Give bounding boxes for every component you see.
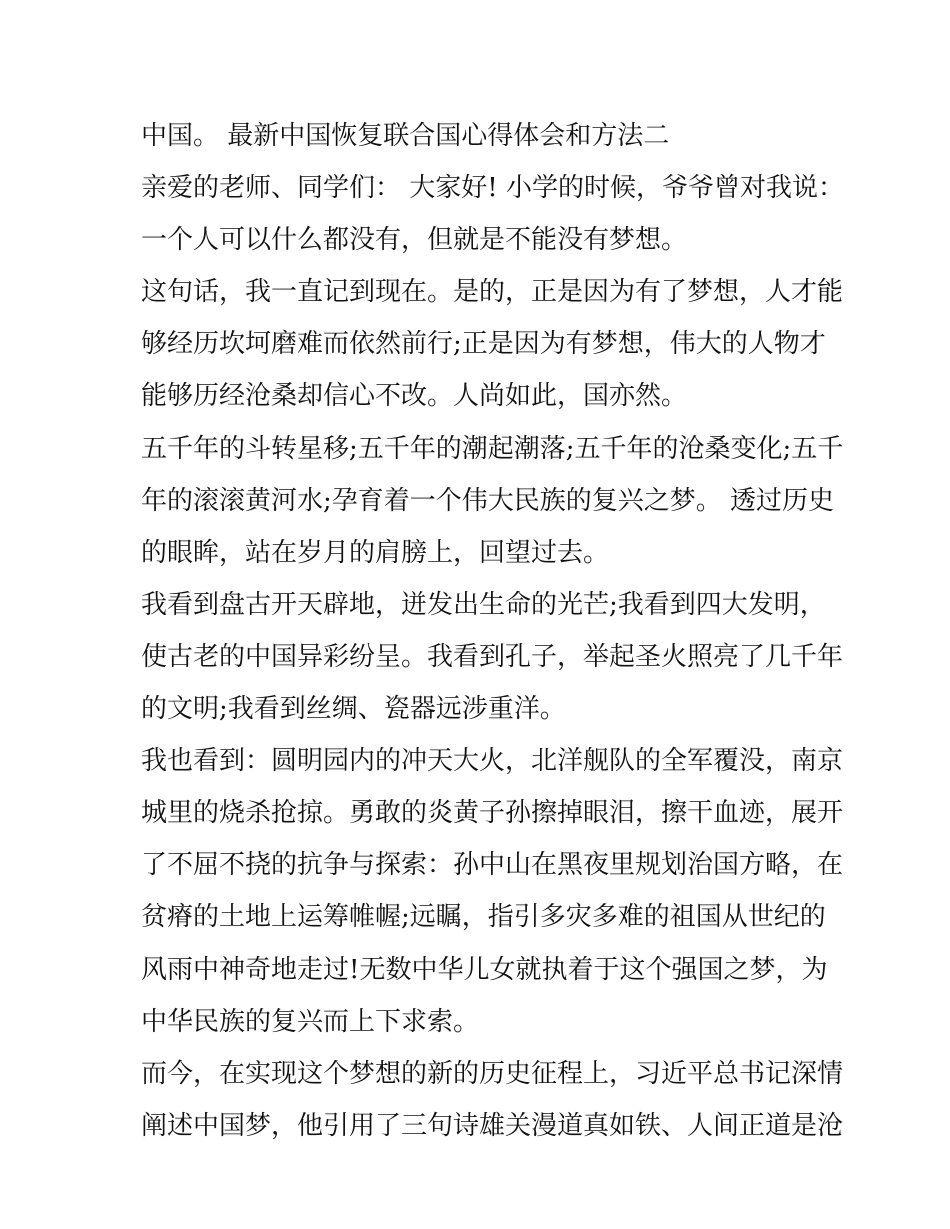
text-line: 而今，在实现这个梦想的新的历史征程上，习近平总书记深情 [141, 1058, 844, 1089]
text-line: 了不屈不挠的抗争与探索：孙中山在黑夜里规划治国方略，在 [141, 850, 844, 881]
text-line: 年的滚滚黄河水;孕育着一个伟大民族的复兴之梦。 透过历史 [141, 485, 835, 516]
text-line: 亲爱的老师、同学们： 大家好! 小学的时候，爷爷曾对我说： [141, 173, 844, 204]
text-line: 一个人可以什么都没有，但就是不能没有梦想。 [141, 225, 688, 256]
text-line: 的文明;我看到丝绸、瓷器远涉重洋。 [141, 694, 566, 725]
text-line: 的眼眸，站在岁月的肩膀上，回望过去。 [141, 537, 610, 568]
text-line: 中华民族的复兴而上下求索。 [141, 1006, 480, 1037]
text-line: 我看到盘古开天辟地，迸发出生命的光芒;我看到四大发明， [141, 589, 826, 620]
text-line: 风雨中神奇地走过!无数中华儿女就执着于这个强国之梦，为 [141, 954, 828, 985]
text-line: 使古老的中国异彩纷呈。我看到孔子，举起圣火照亮了几千年 [141, 641, 844, 672]
text-line: 中国。 最新中国恢复联合国心得体会和方法二 [141, 121, 670, 151]
text-line: 能够历经沧桑却信心不改。人尚如此，国亦然。 [141, 381, 688, 412]
text-line: 贫瘠的土地上运筹帷幄;远瞩，指引多灾多难的祖国从世纪的 [141, 902, 826, 933]
text-line: 城里的烧杀抢掠。勇敢的炎黄子孙擦掉眼泪，擦干血迹，展开 [141, 798, 844, 829]
document-body [141, 110, 844, 1152]
text-line: 够经历坎坷磨难而依然前行;正是因为有梦想，伟大的人物才 [141, 329, 826, 360]
text-line: 我也看到：圆明园内的冲天大火，北洋舰队的全军覆没，南京 [141, 746, 844, 777]
text-line: 这句话，我一直记到现在。是的，正是因为有了梦想，人才能 [141, 277, 844, 308]
text-line: 阐述中国梦，他引用了三句诗雄关漫道真如铁、人间正道是沧 [141, 1110, 844, 1141]
text-line: 五千年的斗转星移;五千年的潮起潮落;五千年的沧桑变化;五千 [141, 433, 844, 464]
